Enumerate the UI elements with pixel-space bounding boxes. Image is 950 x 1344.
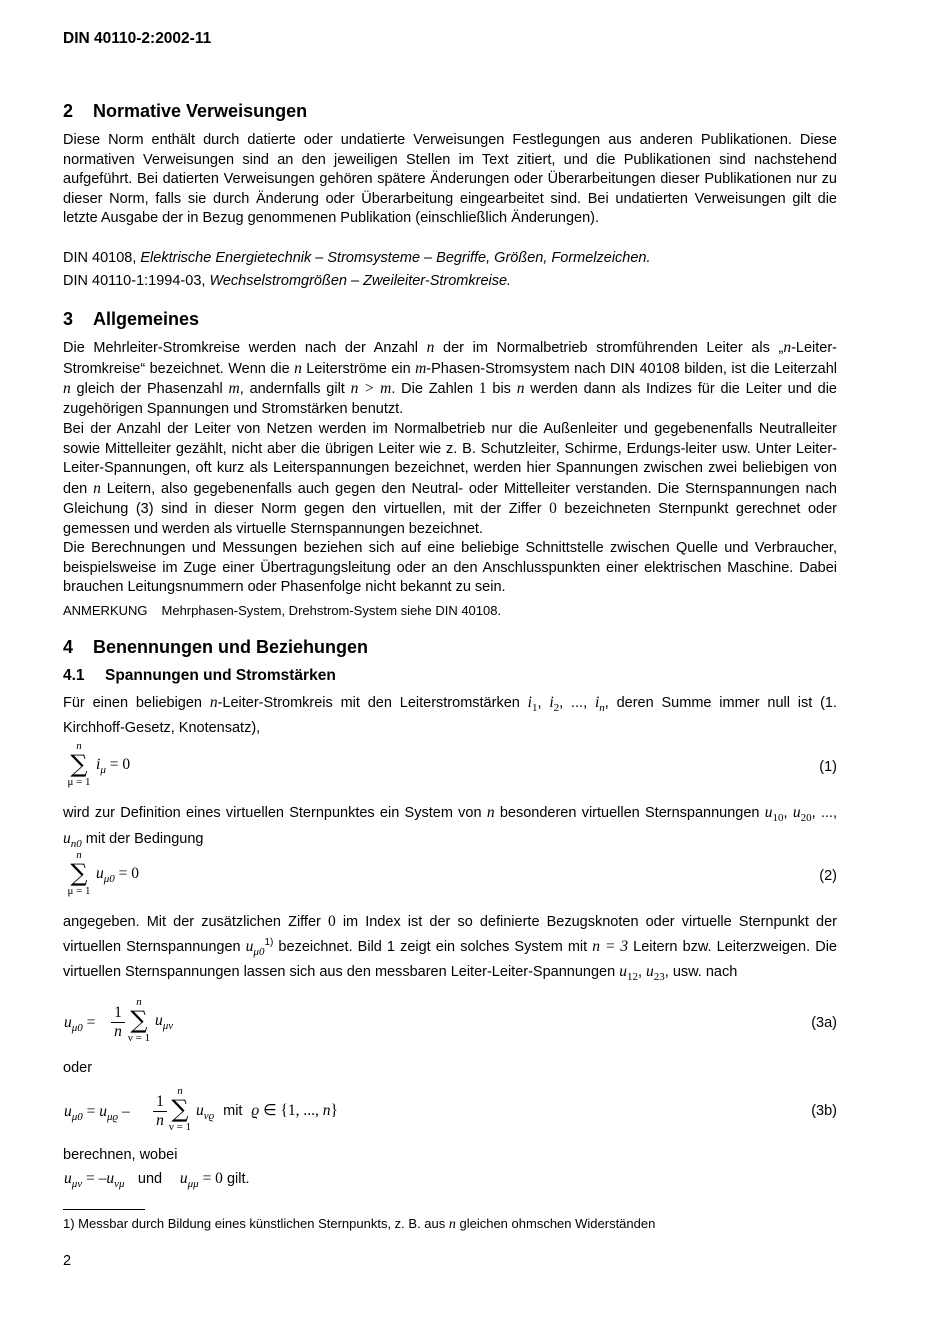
equation-3a-number: (3a) xyxy=(811,1015,837,1031)
section-3-paragraph-3: Die Berechnungen und Messungen beziehen sich auf eine beliebige Schnittstelle zwischen Quelle und Verbraucher, beispielsweise im Zuge einer Übertragungsleitung oder an den Anschlusspunkten einer elektrischen Maschine. Dabei brauchen Leitungsnummern oder Phasenfolge nicht bekannt zu sein. xyxy=(63,540,837,595)
section-2-number: 2 xyxy=(63,101,74,121)
oder-text: oder xyxy=(63,1060,93,1076)
document-id: DIN 40110-2:2002-11 xyxy=(63,30,212,47)
equation-3b-fraction: 1 n xyxy=(153,1093,167,1130)
subsection-title: Spannungen und Stromstärken xyxy=(105,667,336,684)
section-3-number: 3 xyxy=(63,309,74,329)
section-3-heading xyxy=(63,309,199,330)
page-number: 2 xyxy=(63,1253,72,1269)
equation-3b-sum: n ∑ ν = 1 xyxy=(168,1085,192,1133)
equation-3b-number: (3b) xyxy=(811,1103,837,1119)
reference-id: DIN 40110-1:1994-03, xyxy=(63,273,210,289)
note-label: ANMERKUNG xyxy=(63,603,148,618)
note xyxy=(63,603,501,618)
equation-1-number: (1) xyxy=(819,759,837,775)
footnote: 1) Messbar durch Bildung eines künstlichen Sternpunkts, z. B. aus n gleichen ohmschen Widerständen xyxy=(63,1216,656,1232)
section-4-paragraph-3: angegeben. Mit der zusätzlichen Ziffer 0 im Index ist der so definierte Bezugsknoten oder virtuelle Sternpunkt der virtuellen Sternspannungen $u_{\mu 0}^{1)}$ bezeichnet. Bild 1 zeigt ein solches System mit n = 3 Leitern bzw. Leiterzweigen. Die virtuellen Sternspannungen lassen sich aus den messbaren Leiter-Leiter-Spannungen $u_{12}$, $u_{23}$, usw. nach xyxy=(63,913,837,983)
equation-3a-fraction: 1 n xyxy=(111,1004,125,1041)
section-2-title: Normative Verweisungen xyxy=(93,101,308,121)
subsection-4-1-heading xyxy=(63,667,336,685)
section-3-paragraph-2: Bei der Anzahl der Leiter von Netzen werden im Normalbetrieb nur die Außenleiter und gegebenenfalls Neutralleiter sowie Mittelleiter gezählt, nicht aber die übrigen Leiter wie z. B. Schutzleiter, Schirme, Erdungs-leiter usw. Unter Leiter-Leiter-Spannungen, oft kurz als Leiterspannungen bezeichnet, werden hier Spannungen zwischen zwei beliebigen von den n Leitern, also gegebenenfalls auch gegen den Neutral- oder Mittelleiter verstanden. Die Sternspannungen nach Gleichung (3) sind in dieser Norm gegen den virtuellen, mit der Ziffer 0 bezeichneten Sternpunkt gerechnet oder gemessen und werden als virtuelle Sternspannungen bezeichnet. xyxy=(63,421,837,537)
equation-3a-lhs: $u_{\mu 0}$ = xyxy=(64,1014,96,1034)
reference-id: DIN 40108, xyxy=(63,250,141,266)
equation-3b-term: $u_{\nu ϱ}$ mit ϱ ∈ {1, ..., n} xyxy=(196,1102,338,1122)
section-4-paragraph-2: wird zur Definition eines virtuellen Sternpunktes ein System von n besonderen virtuellen Sternspannungen $u_{10}$, $u_{20}$, ..., $u_{n0}$ mit der Bedingung xyxy=(63,804,837,850)
section-4-number: 4 xyxy=(63,637,74,657)
reference-title: Elektrische Energietechnik – Stromsysteme – Begriffe, Größen, Formelzeichen. xyxy=(140,250,651,266)
section-2-paragraph: Diese Norm enthält durch datierte oder undatierte Verweisungen Festlegungen aus anderen Publikationen. Diese normativen Verweisungen sind an den jeweiligen Stellen im Text zitiert, und die Publikationen sind nachstehend aufgeführt. Bei datierten Verweisungen gehören spätere Änderungen oder Überarbeitungen dieser Publikationen nur zu dieser Norm, falls sie durch Änderung oder Überarbeitung eingearbeitet sind. Bei undatierten Verweisungen gilt die letzte Ausgabe der in Bezug genommenen Publikation (einschließlich Änderungen). xyxy=(63,132,837,226)
section-3-paragraph-1: Die Mehrleiter-Stromkreise werden nach der Anzahl n der im Normalbetrieb stromführenden Leiter als „n-Leiter-Stromkreise“ bezeichnet. Wenn die n Leiterströme ein m-Phasen-Stromsystem nach DIN 40108 bilden, ist die Leiterzahl n gleich der Phasenzahl m, andernfalls gilt n > m. Die Zahlen 1 bis n werden dann als Indizes für die Leiter und die zugehörigen Spannungen und Stromstärken benutzt. xyxy=(63,339,837,417)
subsection-number: 4.1 xyxy=(63,667,85,684)
section-4-paragraph-1: Für einen beliebigen n-Leiter-Stromkreis mit den Leiterstromstärken $i_1$, $i_2$, ..., $i_n$, deren Summe immer null ist (1. Kirchhoff-Gesetz, Knotensatz), xyxy=(63,694,838,736)
section-4-title: Benennungen und Beziehungen xyxy=(93,637,368,657)
symmetry-relation: $u_{\mu\nu} = -u_{\nu\mu}$ und $u_{\mu\mu} = 0$ gilt. xyxy=(64,1170,250,1190)
equation-3b-lhs: $u_{\mu 0} = u_{\mu ϱ}$ – xyxy=(64,1103,130,1123)
footnote-rule xyxy=(63,1209,145,1210)
equation-1-body: $i_\mu = 0$ xyxy=(96,756,131,776)
equation-3a-term: $u_{\mu\nu}$ xyxy=(155,1012,174,1032)
section-3-title: Allgemeines xyxy=(93,309,200,329)
section-4-heading xyxy=(63,637,368,658)
reference-din-40110-1 xyxy=(63,272,837,292)
reference-title: Wechselstromgrößen – Zweileiter-Stromkreise. xyxy=(209,273,512,289)
note-text: Mehrphasen-System, Drehstrom-System siehe DIN 40108. xyxy=(161,603,502,618)
berechnen-text: berechnen, wobei xyxy=(63,1147,178,1163)
equation-2-number: (2) xyxy=(819,868,837,884)
equation-3a-sum: n ∑ ν = 1 xyxy=(127,996,151,1044)
section-2-heading xyxy=(63,101,307,122)
equation-2-body: $u_{\mu 0} = 0$ xyxy=(96,865,140,885)
equation-1-sum: n ∑ μ = 1 xyxy=(67,740,91,788)
reference-din-40108 xyxy=(63,249,837,269)
equation-2-sum: n ∑ μ = 1 xyxy=(67,849,91,897)
